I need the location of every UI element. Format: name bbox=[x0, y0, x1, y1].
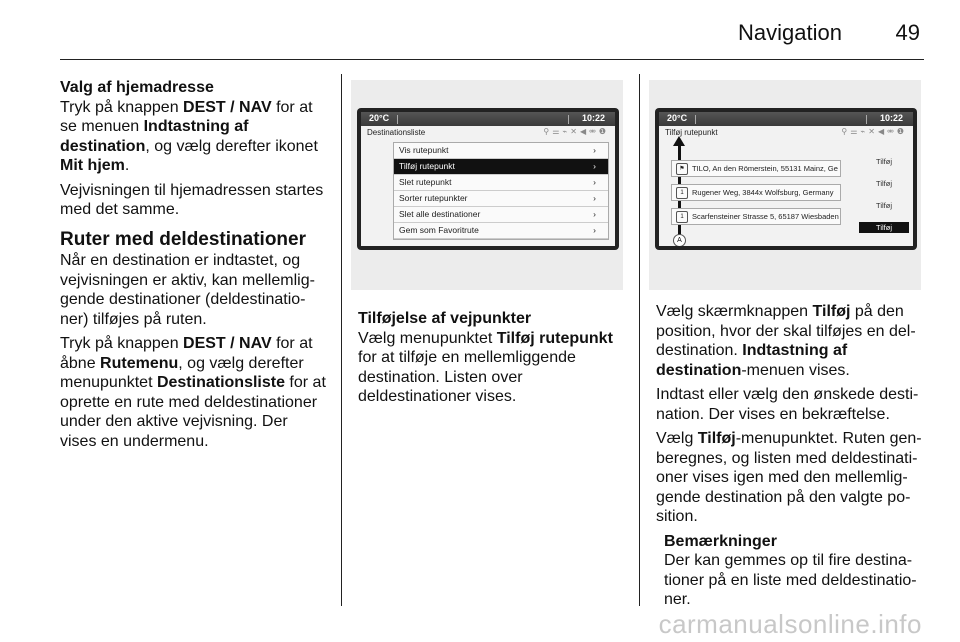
chevron-right-icon: › bbox=[593, 193, 596, 203]
display-screen bbox=[361, 112, 615, 246]
screenshot-add-waypoint bbox=[649, 80, 921, 290]
route-row bbox=[671, 184, 841, 201]
text-run: Vælg skærmknappen bbox=[656, 303, 813, 320]
paragraph: Vejvisningen til hjemadressen startes med det samme. bbox=[60, 181, 324, 218]
route-row bbox=[671, 160, 841, 177]
text-run: Vælg menupunktet bbox=[358, 329, 497, 347]
display-frame bbox=[357, 108, 619, 250]
text-run: Tilføj rutepunkt bbox=[496, 329, 613, 347]
route-row-label: TILO, An den Römerstein, 55131 Mainz, Ge bbox=[692, 164, 838, 173]
page-number: 49 bbox=[895, 20, 920, 45]
right-column bbox=[656, 302, 924, 610]
screen-title bbox=[361, 126, 615, 138]
temperature: 20°C bbox=[369, 113, 390, 123]
text-run: Indtastning af destination bbox=[60, 118, 249, 155]
text-run: Tilføj bbox=[812, 303, 851, 320]
menu-item-label: Gem som Favoritrute bbox=[399, 225, 479, 235]
text-run: for at tilføje en mellemliggende destination. Listen over deldestinationer vises. bbox=[358, 349, 576, 405]
text-run: DEST / NAV bbox=[183, 98, 272, 116]
text-run: -menupunktet. Ruten genberegnes, og listen med deldestinationer vises igen med den mellemliggende destination på den valgte position. bbox=[656, 430, 922, 525]
destination-menu bbox=[393, 142, 609, 240]
menu-item-label: Slet rutepunkt bbox=[399, 177, 452, 187]
paragraph bbox=[656, 302, 924, 380]
screen-title bbox=[659, 126, 913, 138]
home-address-section bbox=[60, 78, 328, 176]
menu-item[interactable] bbox=[394, 223, 608, 239]
waypoint-icon: ⚑ bbox=[676, 163, 688, 175]
route-row-label: Rugener Weg, 3844x Wolfsburg, Germany bbox=[692, 188, 834, 197]
divider bbox=[866, 115, 867, 124]
divider bbox=[568, 115, 569, 124]
chevron-right-icon: › bbox=[593, 145, 596, 155]
add-button[interactable]: Tilføj bbox=[876, 201, 892, 210]
paragraph bbox=[656, 429, 924, 527]
status-icons: ⚲⚌⌁✕◀⚮❶ bbox=[543, 127, 609, 136]
screen-title-text: Destinationsliste bbox=[367, 128, 426, 137]
chevron-right-icon: › bbox=[593, 225, 596, 235]
chevron-right-icon: › bbox=[593, 177, 596, 187]
text-run: Tilføj bbox=[697, 430, 736, 447]
page-title: Navigation bbox=[738, 20, 842, 45]
clock: 10:22 bbox=[581, 113, 605, 123]
note-box bbox=[664, 532, 924, 610]
section-heading: Ruter med deldestinationer bbox=[60, 228, 306, 250]
up-arrow-icon bbox=[673, 136, 685, 146]
menu-item-label: Vis rutepunkt bbox=[399, 145, 449, 155]
status-bar bbox=[659, 112, 913, 126]
watermark: carmanualsonline.info bbox=[658, 609, 922, 639]
menu-item-label: Sorter rutepunkter bbox=[399, 193, 468, 203]
display-screen bbox=[659, 112, 913, 246]
add-button[interactable]: Tilføj bbox=[876, 179, 892, 188]
status-icons: ⚲⚌⌁✕◀⚮❶ bbox=[841, 127, 907, 136]
text-run: for at åbne bbox=[60, 335, 313, 372]
text-run: . bbox=[124, 157, 130, 174]
text-run: for at se menuen bbox=[60, 98, 313, 135]
text-run: Mit hjem bbox=[60, 157, 125, 174]
text-run: Tryk på knappen bbox=[60, 98, 184, 116]
temperature: 20°C bbox=[667, 113, 688, 123]
column-divider-left bbox=[341, 74, 342, 606]
header-rule bbox=[60, 59, 924, 60]
page-header bbox=[60, 18, 924, 58]
menu-item-label: Tilføj rutepunkt bbox=[399, 161, 455, 171]
note-text: Der kan gemmes op til fire destinationer på en liste med deldestinationer. bbox=[664, 552, 917, 608]
screenshot-destination-list bbox=[351, 80, 623, 290]
divider bbox=[397, 115, 398, 124]
text-run: Rutemenu bbox=[100, 354, 179, 372]
text-run: , og vælg derefter menupunktet bbox=[60, 354, 304, 391]
waypoint-icon: 1 bbox=[676, 187, 688, 199]
left-column bbox=[60, 78, 328, 456]
status-bar bbox=[361, 112, 615, 126]
text-run: -menuen vises. bbox=[741, 361, 850, 379]
text-run: på den position, hvor der skal tilføjes en deldestination. bbox=[656, 303, 916, 359]
text-run: Vælg bbox=[656, 430, 698, 447]
menu-item-label: Slet alle destinationer bbox=[399, 209, 481, 219]
paragraph: Indtast eller vælg den ønskede destination. Der vises en bekræftelse. bbox=[656, 386, 919, 423]
subheading: Tilføjelse af vejpunkter bbox=[358, 310, 532, 327]
add-button[interactable]: Tilføj bbox=[876, 157, 892, 166]
waypoint-icon: 1 bbox=[676, 211, 688, 223]
waypoint-section bbox=[358, 309, 626, 407]
note-heading: Bemærkninger bbox=[664, 532, 777, 550]
text-run: Destinationsliste bbox=[156, 374, 285, 391]
text-run: DEST / NAV bbox=[183, 335, 272, 352]
clock: 10:22 bbox=[879, 113, 903, 123]
divider bbox=[695, 115, 696, 124]
destination-flag-icon: A bbox=[673, 234, 686, 246]
text-run: for at oprette en rute med deldestinationer under den aktive vejvisning. Der vises en undermenu. bbox=[60, 374, 326, 450]
display-frame bbox=[655, 108, 917, 250]
text-run: Tryk på knappen bbox=[60, 335, 184, 352]
menu-item[interactable] bbox=[394, 159, 608, 175]
menu-item[interactable] bbox=[394, 207, 608, 223]
text-run: , og vælg derefter ikonet bbox=[145, 137, 318, 155]
menu-item[interactable] bbox=[394, 191, 608, 207]
middle-column bbox=[358, 309, 626, 412]
route-row bbox=[671, 208, 841, 225]
paragraph bbox=[60, 334, 328, 451]
chevron-right-icon: › bbox=[593, 209, 596, 219]
paragraph: Når en destination er indtastet, og vejvisningen er aktiv, kan mellemliggende destinationer (deldestinationer) tilføjes på ruten. bbox=[60, 252, 315, 328]
add-button[interactable]: Tilføj bbox=[859, 222, 909, 233]
text-run: Indtastning af destination bbox=[656, 342, 848, 379]
column-divider-right bbox=[639, 74, 640, 606]
screen-title-text: Tilføj rutepunkt bbox=[665, 128, 718, 137]
route-row-label: Scarfensteiner Strasse 5, 65187 Wiesbaden bbox=[692, 212, 839, 221]
menu-item[interactable] bbox=[394, 143, 608, 159]
home-address-heading: Valg af hjemadresse bbox=[60, 79, 214, 96]
menu-item[interactable] bbox=[394, 175, 608, 191]
chevron-right-icon: › bbox=[593, 161, 596, 171]
